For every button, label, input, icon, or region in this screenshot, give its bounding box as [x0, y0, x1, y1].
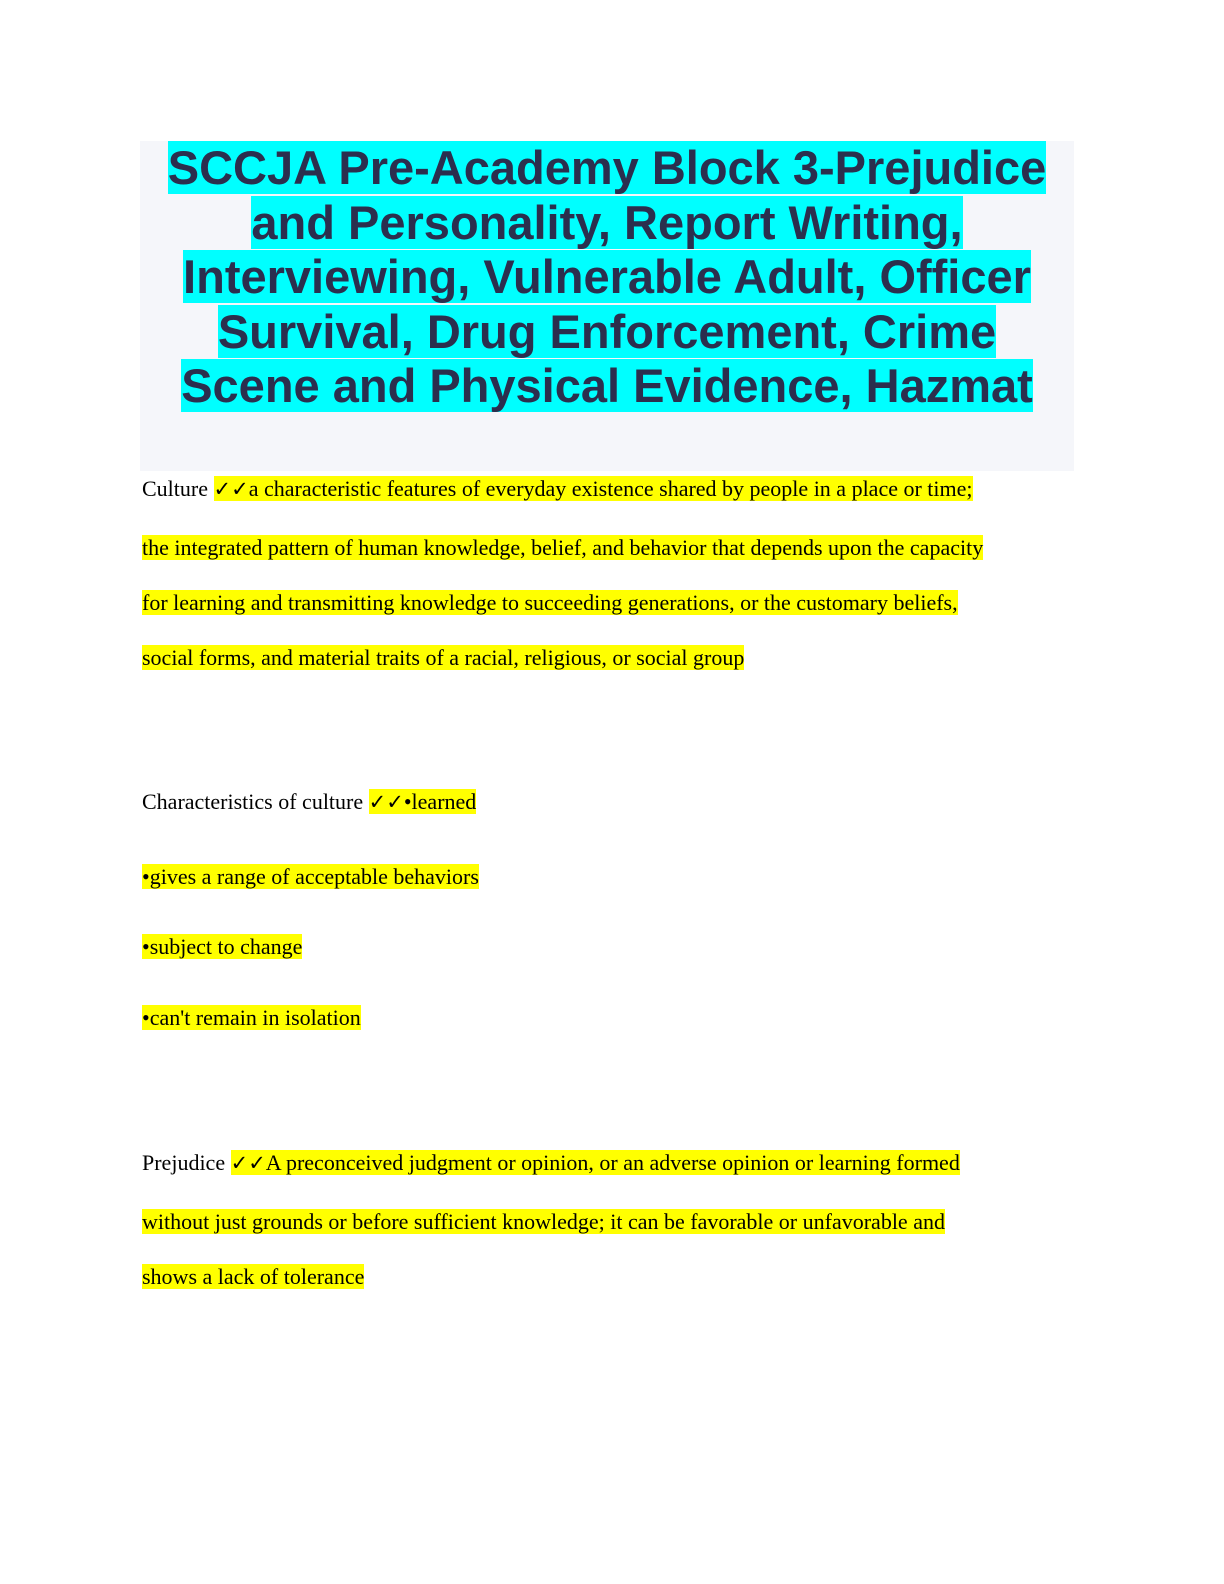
entry-first-line	[142, 1148, 960, 1178]
title-line: Scene and Physical Evidence, Hazmat	[181, 359, 1033, 412]
bullet-item: •learned	[403, 789, 477, 814]
bullet-line	[142, 862, 479, 892]
entry-first-line	[142, 474, 973, 504]
check-mark-icon: ✓✓	[213, 477, 249, 501]
entry-first-line	[142, 787, 476, 817]
definition-line	[142, 588, 958, 618]
page-title	[140, 141, 1074, 414]
check-mark-icon: ✓✓	[230, 1151, 266, 1175]
bullet-item: •subject to change	[142, 934, 303, 959]
term-label: Culture	[142, 476, 208, 501]
definition-line	[142, 1262, 364, 1292]
definition-line	[142, 533, 983, 563]
title-line: Interviewing, Vulnerable Adult, Officer	[183, 250, 1031, 303]
definition-line	[142, 1207, 945, 1237]
check-mark-icon: ✓✓	[368, 790, 404, 814]
definition-line	[142, 643, 744, 673]
title-line: Survival, Drug Enforcement, Crime	[217, 304, 997, 358]
definition-text: a characteristic features of everyday existence shared by people in a place or time;	[248, 476, 973, 501]
bullet-line	[142, 1003, 361, 1033]
definition-text: social forms, and material traits of a racial, religious, or social group	[142, 645, 745, 670]
definition-text: A preconceived judgment or opinion, or an adverse opinion or learning formed	[265, 1150, 960, 1175]
bullet-line	[142, 932, 302, 962]
term-label: Prejudice	[142, 1150, 226, 1175]
bullet-item: •can't remain in isolation	[142, 1005, 361, 1030]
title-line: SCCJA Pre-Academy Block 3-Prejudice	[167, 141, 1047, 194]
term-label: Characteristics of culture	[142, 789, 364, 814]
definition-text: shows a lack of tolerance	[142, 1264, 365, 1289]
definition-text: without just grounds or before sufficient knowledge; it can be favorable or unfavorable and	[142, 1209, 945, 1234]
title-line: and Personality, Report Writing,	[251, 195, 963, 249]
definition-text: for learning and transmitting knowledge to succeeding generations, or the customary beliefs,	[142, 590, 958, 615]
bullet-item: •gives a range of acceptable behaviors	[142, 864, 479, 889]
definition-text: the integrated pattern of human knowledge, belief, and behavior that depends upon the capacity	[142, 535, 984, 560]
